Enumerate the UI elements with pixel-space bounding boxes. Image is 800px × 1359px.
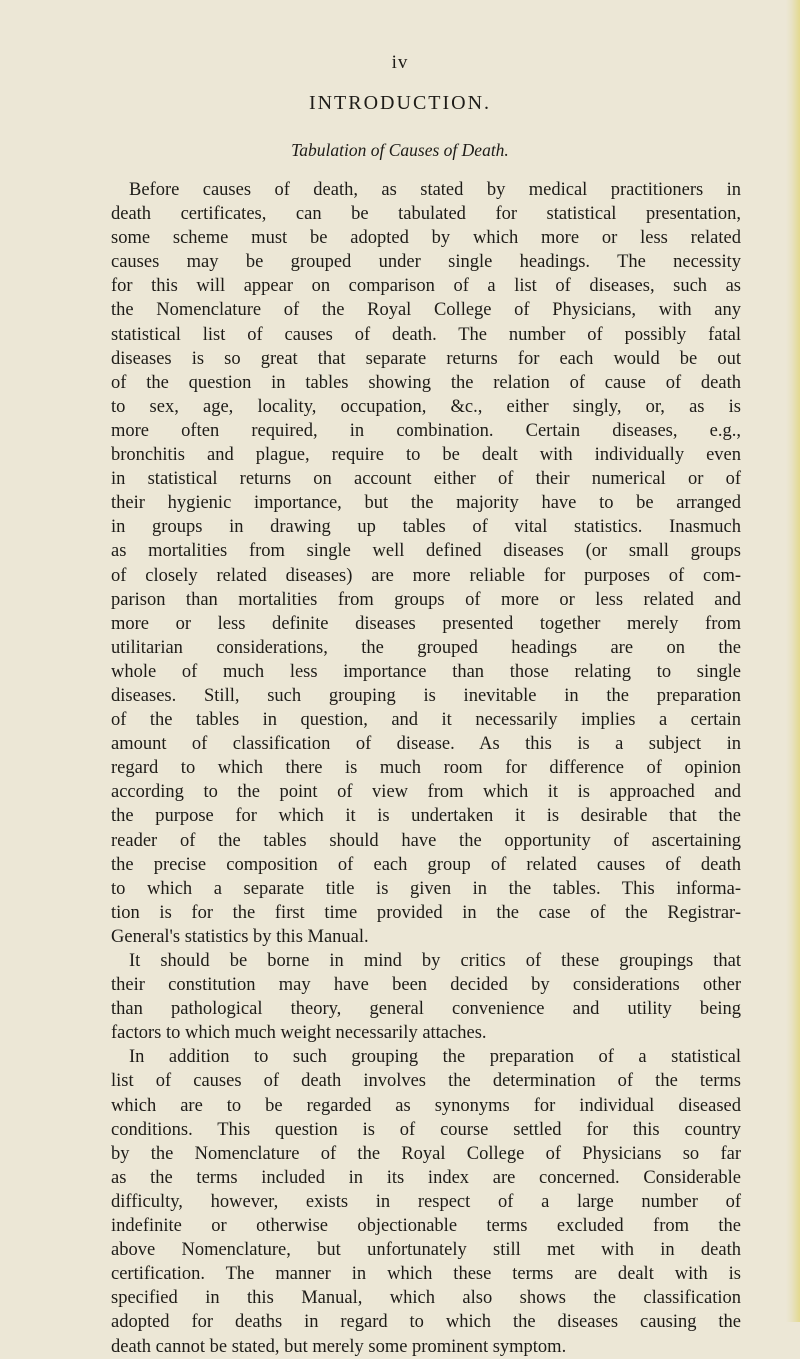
text-line: diseases is so great that separate returns for each would be out [111,348,741,369]
text-line: than pathological theory, general convenience and utility being [111,999,741,1020]
text-line: death certificates, can be tabulated for statistical presentation, [111,204,741,225]
text-line: diseases. Still, such grouping is inevitable in the preparation [111,685,741,706]
text-line: their hygienic importance, but the majority have to be arranged [111,493,741,514]
text-line: indefinite or otherwise objectionable terms excluded from the [111,1216,741,1237]
text-line: specified in this Manual, which also shows the classification [111,1288,741,1309]
text-line: amount of classification of disease. As this is a subject in [111,734,741,755]
text-line: for this will appear on comparison of a list of diseases, such as [111,276,741,297]
text-line: parison than mortalities from groups of more or less related and [111,589,741,610]
text-line: of the question in tables showing the relation of cause of death [111,372,741,393]
paragraph [111,1045,741,1358]
text-line: Before causes of death, as stated by medical practitioners in [129,180,741,200]
text-line: reader of the tables should have the opportunity of ascertaining [111,830,741,851]
text-line: in groups in drawing up tables of vital statistics. Inasmuch [111,517,741,538]
text-line: list of causes of death involves the determination of the terms [111,1071,741,1092]
text-line: according to the point of view from which it is approached and [111,782,741,803]
section-title: Tabulation of Causes of Death. [291,140,509,160]
text-line: to which a separate title is given in the tables. This informa- [111,878,741,899]
text-line: adopted for deaths in regard to which the diseases causing the [111,1312,741,1333]
text-line: conditions. This question is of course settled for this country [111,1119,741,1140]
paragraph [111,949,741,1045]
text-line: the precise composition of each group of related causes of death [111,854,741,875]
text-line: difficulty, however, exists in respect of a large number of [111,1191,741,1212]
text-line: causes may be grouped under single headings. The necessity [111,252,741,273]
text-line: It should be borne in mind by critics of these groupings that [129,951,741,971]
page-number: iv [391,52,409,73]
body-text [111,178,741,1359]
text-line: In addition to such grouping the preparation of a statistical [129,1047,741,1068]
text-line: above Nomenclature, but unfortunately still met with in death [111,1240,741,1261]
text-line: to sex, age, locality, occupation, &c., either singly, or, as is [111,396,741,417]
text-line: their constitution may have been decided by considerations other [111,975,741,996]
text-line: of closely related diseases) are more reliable for purposes of com- [111,565,741,586]
text-line: which are to be regarded as synonyms for individual diseased [111,1095,741,1116]
text-line: the purpose for which it is undertaken it is desirable that the [111,806,741,827]
paragraph [111,178,741,949]
text-line: more or less definite diseases presented together merely from [111,613,741,634]
text-line: in statistical returns on account either of their numerical or of [111,469,741,490]
text-line: bronchitis and plague, require to be dealt with individually even [111,445,741,466]
text-line: General's statistics by this Manual. [111,926,369,947]
text-line: as mortalities from single well defined diseases (or small groups [111,541,741,562]
text-line: death cannot be stated, but merely some prominent symptom. [111,1336,567,1357]
text-line: factors to which much weight necessarily attaches. [111,1023,487,1044]
text-line: of the tables in question, and it necessarily implies a certain [111,710,741,731]
text-line: by the Nomenclature of the Royal College of Physicians so far [111,1143,741,1164]
text-line: the Nomenclature of the Royal College of Physicians, with any [111,300,741,321]
text-line: certification. The manner in which these terms are dealt with is [111,1264,741,1285]
text-line: as the terms included in its index are concerned. Considerable [111,1167,741,1188]
text-line: more often required, in combination. Certain diseases, e.g., [111,420,741,441]
text-line: statistical list of causes of death. The number of possibly fatal [111,324,741,345]
text-line: utilitarian considerations, the grouped headings are on the [111,637,741,658]
text-line: regard to which there is much room for difference of opinion [111,758,741,779]
text-line: some scheme must be adopted by which more or less related [111,228,741,249]
chapter-title: INTRODUCTION. [308,92,492,114]
text-line: whole of much less importance than those relating to single [111,661,741,682]
text-line: tion is for the first time provided in the case of the Registrar- [111,902,741,923]
